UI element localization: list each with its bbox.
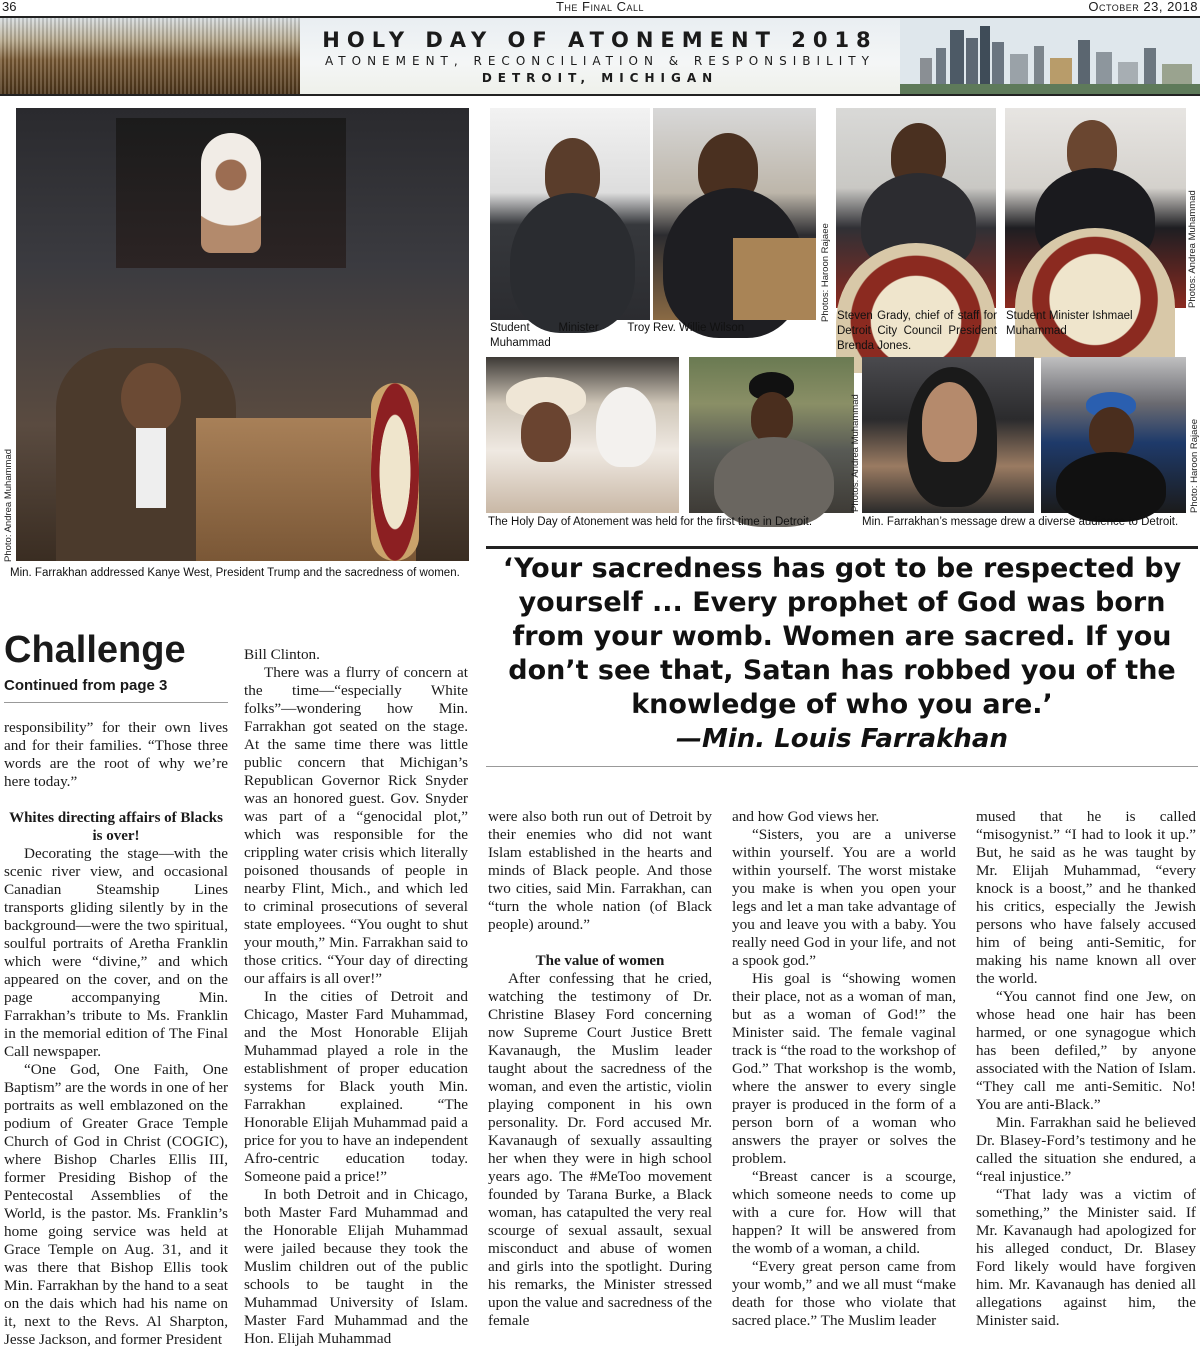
photo-boy-audience <box>1041 357 1186 513</box>
paragraph: “Breast cancer is a scourge, which someone needs to come up with a cure for. How will that happen? It will be answered from the womb of a woman, a child. <box>732 1168 956 1257</box>
banner-title: HOLY DAY OF ATONEMENT 2018 <box>322 28 878 52</box>
photo-figure <box>751 392 793 442</box>
photo-podium <box>733 238 816 320</box>
issue-date: October 23, 2018 <box>1088 0 1198 14</box>
caption-ishmael: Student Minister Ishmael Muhammad <box>1006 310 1133 337</box>
caption-grady: Steven Grady, chief of staff for Detroit City Council President Brenda Jones. <box>837 310 997 352</box>
banner-subtitle: ATONEMENT, RECONCILIATION & RESPONSIBILITY <box>325 54 875 68</box>
caption-willie: Rev. Willie Wilson <box>653 322 745 334</box>
photo-credit-andrea-top: Photos: Andrea Muhammad <box>1187 190 1198 308</box>
pull-quote-attribution: —Min. Louis Farrakhan <box>676 724 1008 754</box>
section-banner <box>0 18 1200 94</box>
photo-figure <box>1089 407 1134 457</box>
paragraph: “You cannot find one Jew, on whose head one hair has been harmed, or one synagogue which has been defiled,” by anyone associated with the Nation of Islam. “They call me anti-Semitic. No! You are anti-Black.” <box>976 988 1196 1113</box>
photo-woman-listening <box>862 357 1034 513</box>
page-number: 36 <box>2 0 17 14</box>
photo-figure-body <box>714 437 834 527</box>
article-headline: Challenge <box>4 629 186 671</box>
paragraph: and how God views her. <box>732 808 880 825</box>
photo-troy-muhammad <box>490 108 650 320</box>
paragraph: “Every great person came from your womb,” and we all must “make death for those who violate that sacred place.” The Muslim leader <box>732 1258 956 1329</box>
folio-line <box>0 0 1200 16</box>
photo-farrakhan-podium <box>16 108 469 561</box>
banner-location: DETROIT, MICHIGAN <box>481 71 719 85</box>
subhead-whites-directing: Whites directing affairs of Blacks is over! <box>9 810 223 844</box>
paragraph: Decorating the stage—with the scenic river view, and occasional Canadian Steamship Lines transports gliding silently by in the background—were the two spiritual, soulful portraits of Aretha Franklin which were “divine,” and which appeared on the cover, and on the page accompanying Min. Farrakhan’s tribute to Ms. Franklin in the memorial edition of The Final Call newspaper. <box>4 845 228 1060</box>
photo-figure <box>521 402 571 462</box>
photo-steven-grady <box>836 108 996 308</box>
caption-main: Min. Farrakhan addressed Kanye West, President Trump and the sacredness of women. <box>10 567 460 579</box>
photo-screen-portrait <box>201 133 261 253</box>
paragraph: were also both run out of Detroit by their enemies who did not want Islam established in the hearts and minds of Black people. And those two cities, said Min. Farrakhan, can “turn the whole nation (of Black people) around.” <box>488 808 712 933</box>
article-column-5 <box>976 808 1196 1330</box>
photo-figure <box>922 382 977 462</box>
quote-top-rule <box>486 546 1198 549</box>
paragraph: “Sisters, you are a universe within yourself. You are a world within yourself. The worst mistake you make is when you open your legs and let a man take advantage of you and leave you with a baby. You really need God in your life, and not a spook god.” <box>732 826 956 969</box>
paragraph: “That lady was a victim of something,” the Minister said. If Mr. Kavanaugh had apologized for his alleged conduct, Dr. Blasey Ford likely would have forgiven him. Mr. Kavanaugh has denied all allegations against him, the Minister said. <box>976 1186 1196 1329</box>
subhead-value-of-women: The value of women <box>535 953 665 969</box>
paragraph: In the cities of Detroit and Chicago, Master Fard Muhammad, and the Most Honorable Elijah Muhammad played a role in the establishment of proper education systems for Black youth Min. Farrakhan explained. “The Honorable Elijah Muhammad paid a price for you to have an independent Afro-centric education today. Someone paid a price!” <box>244 988 468 1185</box>
photo-speaker-shirt <box>136 428 166 508</box>
headline-rule <box>4 702 228 703</box>
paragraph: In both Detroit and in Chicago, both Master Fard Muhammad and the Honorable Elijah Muhammad were jailed because they took the Muslim children out of the public schools to be taught in the Muhammad University of Islam. Master Fard Muhammad and the Hon. Elijah Muhammad <box>244 1186 468 1347</box>
caption-row2-left: The Holy Day of Atonement was held for the first time in Detroit. <box>488 516 813 528</box>
pull-quote: ‘Your sacredness has got to be respected by yourself ... Every prophet of God was born from your womb. Women are sacred. If you don’t see that, Satan has robbed you of the knowledge of who you are.’ <box>502 553 1182 720</box>
banner-rule <box>0 94 1200 96</box>
paragraph: “One God, One Faith, One Baptism” are the words in one of her portraits as well emblazoned on the podium of Greater Grace Temple Church of God in Christ (COGIC), where Bishop Charles Ellis III, former Presiding Bishop of the Pentecostal Assemblies of the World, is the pastor. Ms. Franklin’s home going service was held at Grace Temple on Aug. 31, and it was there that Bishop Ellis took Min. Farrakhan by the hand to a seat on the dais which had his name on it, next to the Revs. Al Sharpton, Jesse Jackson, and former President <box>4 1061 228 1348</box>
photo-credit-haroon-right: Photo: Haroon Rajaee <box>1189 418 1200 513</box>
publication-name: The Final Call <box>555 0 645 14</box>
article-column-2 <box>244 646 468 1348</box>
paragraph: Bill Clinton. <box>244 646 320 663</box>
paragraph: There was a flurry of concern at the time—“especially White folks”—wondering how Min. Farrakhan got seated on the stage. At the same time there was little public concern that Michigan’s Republican Governor Rick Snyder was an honored guest. Gov. Snyder was part of a “genocidal plot,” which was responsible for the crippling water crisis which literally poisoned thousands of people in nearby Flint, Mich., and which led to criminal prosecutions of several state employees. “You ought to shut your mouth,” Min. Farrakhan said to those critics. “Your day of directing our affairs is all over!” <box>244 664 468 987</box>
photo-speaker-head <box>121 363 181 433</box>
caption-row2-right: Min. Farrakhan’s message drew a diverse audience to Detroit. <box>862 516 1179 528</box>
photo-credit-main: Photo: Andrea Muhammad <box>3 448 14 562</box>
photo-credit-haroon-top: Photos: Haroon Rajaee <box>820 223 831 322</box>
article-column-4 <box>732 808 956 1330</box>
paragraph: Min. Farrakhan said he believed Dr. Blasey-Ford’s testimony and he called the situation she endured, a “real injustice.” <box>976 1114 1196 1185</box>
paragraph: After confessing that he cried, watching the testimony of Dr. Christine Blasey Ford concerning now Supreme Court Justice Brett Kavanaugh, the Muslim leader taught about the sacredness of the woman, and even the artistic, violin playing component in his own personality. Dr. Ford accused Mr. Kavanaugh of sexually assaulting her when they were in high school years ago. The #MeToo movement founded by Tarana Burke, a Black woman, has catapulted the very real scourge of sexual assault, sexual misconduct and abuse of women and girls into the spotlight. During his remarks, the Minister stressed upon the value and sacredness of the female <box>488 970 712 1329</box>
paragraph: responsibility” for their own lives and for their families. “Those three words are the root of why we’re here today.” <box>4 719 228 790</box>
photo-man-clapping <box>689 357 854 513</box>
article-column-3 <box>488 808 712 1330</box>
photo-figure <box>596 387 656 467</box>
caption-troy: Student Minister Troy Muhammad <box>490 322 650 349</box>
photo-willie-wilson <box>653 108 816 320</box>
photo-women-audience <box>486 357 679 513</box>
photo-figure-body <box>1056 452 1166 522</box>
article-continued-from: Continued from page 3 <box>4 677 168 694</box>
photo-credit-andrea-mid: Photos: Andrea Muhammad <box>850 394 861 512</box>
article-column-1 <box>4 719 228 1349</box>
paragraph: mused that he is called “misogynist.” “I had to look it up.” But, he said as he was taught by Mr. Elijah Muhammad, “every knock is a boost,” and he thanked his critics, especially the Jewish persons who have falsely accused him of being anti-Semitic, for making his name known all over the world. <box>976 808 1196 987</box>
photo-figure-body <box>510 193 635 333</box>
quote-bottom-rule <box>486 766 1198 767</box>
paragraph: His goal is “showing women their place, not as a woman of man, but as a woman of God!” the Minister said. The female vaginal track is “the road to the workshop of God.” That workshop is the womb, where the answer to every single prayer is produced in the form of a person born of a woman who answers the prayer or solves the problem. <box>732 970 956 1167</box>
photo-ishmael-muhammad <box>1005 108 1186 308</box>
podium-seal-image <box>371 383 419 561</box>
